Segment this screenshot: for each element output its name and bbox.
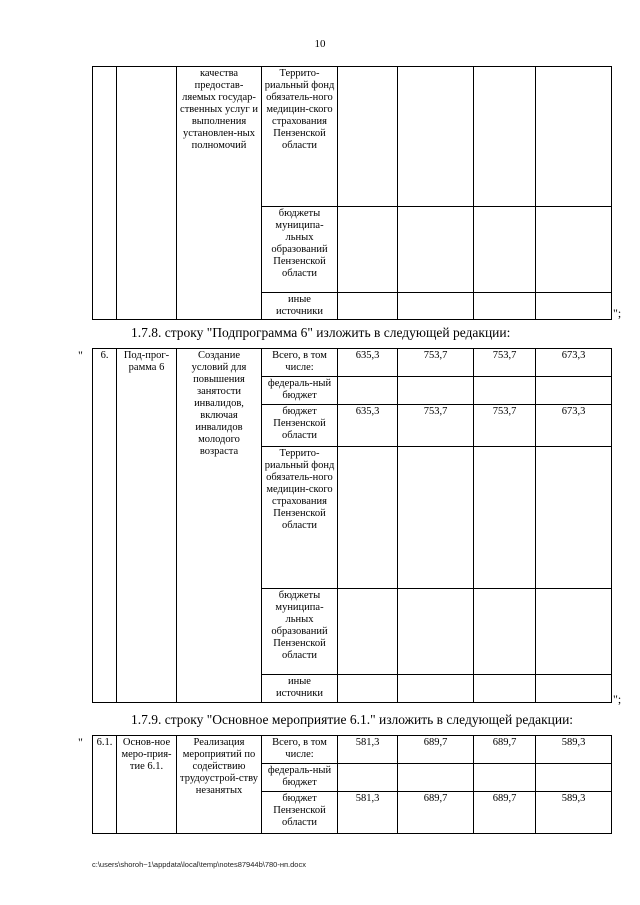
funding-source: федераль-ный бюджет: [262, 377, 338, 405]
opening-quote: ": [78, 348, 83, 362]
measure-description: качества предостав-ляемых государ-ственных услуг и выполнения установлен-ных полномочий: [177, 67, 262, 320]
value-cell: 753,7: [398, 405, 474, 447]
value-cell: 689,7: [398, 736, 474, 764]
value-cell: 589,3: [536, 792, 612, 834]
section-heading: 1.7.8. строку "Подпрограмма 6" изложить в следующей редакции:: [131, 325, 511, 340]
funding-source: Всего, в том числе:: [262, 349, 338, 377]
row-description: Создание условий для повышения занятости инвалидов, включая инвалидов молодого возраста: [177, 349, 262, 703]
value-cell: [536, 377, 612, 405]
value-cell: [398, 447, 474, 589]
value-cell: [536, 447, 612, 589]
closing-quote: ";: [613, 692, 622, 706]
funding-source: иные источники: [262, 293, 338, 320]
value-cell: [536, 589, 612, 675]
section-heading: 1.7.9. строку "Основное мероприятие 6.1." изложить в следующей редакции:: [131, 712, 574, 727]
value-cell: 689,7: [398, 792, 474, 834]
value-cell: [474, 764, 536, 792]
funding-source: бюджеты муниципа-льных образований Пензенской области: [262, 207, 338, 293]
funding-source: бюджеты муниципа-льных образований Пензенской области: [262, 589, 338, 675]
table-subprogram-6: [92, 348, 612, 703]
row-name: Основ-ное меро-прия-тие 6.1.: [117, 736, 177, 834]
value-cell: 673,3: [536, 349, 612, 377]
value-cell: 689,7: [474, 736, 536, 764]
value-cell: 753,7: [474, 405, 536, 447]
value-cell: 581,3: [338, 792, 398, 834]
value-cell: [338, 377, 398, 405]
funding-source: иные источники: [262, 675, 338, 703]
table-measure-6-1: [92, 735, 612, 834]
value-cell: [474, 447, 536, 589]
value-cell: [536, 764, 612, 792]
value-cell: 581,3: [338, 736, 398, 764]
value-cell: [536, 675, 612, 703]
value-cell: [398, 377, 474, 405]
value-cell: [474, 589, 536, 675]
value-cell: 589,3: [536, 736, 612, 764]
page-number: 10: [314, 38, 326, 50]
value-cell: [398, 589, 474, 675]
value-cell: [474, 377, 536, 405]
funding-source: Террито-риальный фонд обязатель-ного медицин-ского страхования Пензенской области: [262, 67, 338, 207]
value-cell: 635,3: [338, 405, 398, 447]
value-cell: [398, 764, 474, 792]
value-cell: [474, 675, 536, 703]
value-cell: 673,3: [536, 405, 612, 447]
value-cell: [338, 589, 398, 675]
value-cell: 753,7: [474, 349, 536, 377]
funding-source: федераль-ный бюджет: [262, 764, 338, 792]
value-cell: 635,3: [338, 349, 398, 377]
closing-quote: ";: [613, 306, 622, 320]
value-cell: [338, 447, 398, 589]
table-continuation: [92, 66, 612, 320]
row-name: Под-прог-рамма 6: [117, 349, 177, 703]
table-row: [93, 67, 612, 207]
value-cell: 753,7: [398, 349, 474, 377]
value-cell: [338, 764, 398, 792]
footer-file-path: c:\users\shoroh~1\appdata\local\temp\notes87944b\780-нп.docx: [92, 860, 306, 869]
opening-quote: ": [78, 735, 83, 749]
funding-source: бюджет Пензенской области: [262, 405, 338, 447]
funding-source: Террито-риальный фонд обязатель-ного медицин-ского страхования Пензенской области: [262, 447, 338, 589]
row-number: 6.: [93, 349, 117, 703]
value-cell: [338, 675, 398, 703]
funding-source: бюджет Пензенской области: [262, 792, 338, 834]
value-cell: [398, 675, 474, 703]
row-description: Реализация мероприятий по содействию трудоустрой-ству незанятых: [177, 736, 262, 834]
funding-source: Всего, в том числе:: [262, 736, 338, 764]
table-row: [93, 736, 612, 764]
row-number: 6.1.: [93, 736, 117, 834]
table-row: [93, 349, 612, 377]
value-cell: 689,7: [474, 792, 536, 834]
